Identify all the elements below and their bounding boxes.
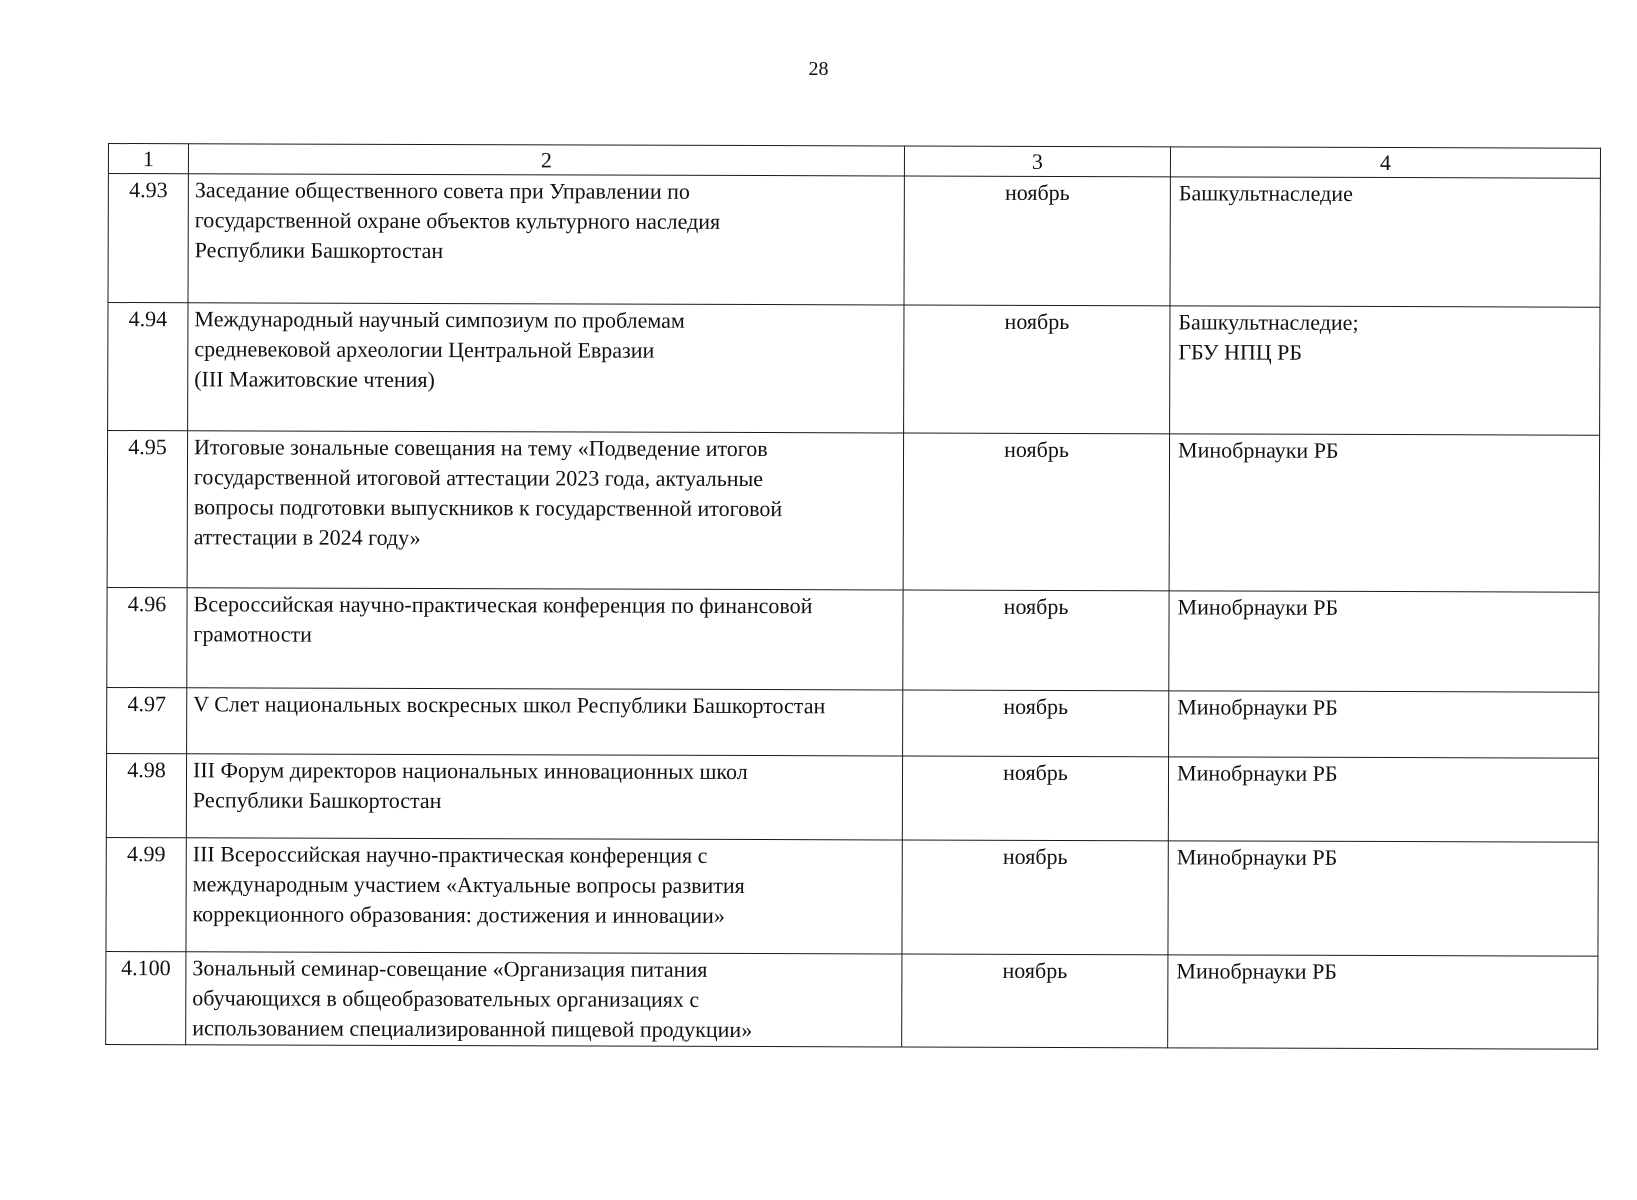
column-header: 3 <box>904 146 1170 177</box>
column-header: 4 <box>1170 147 1600 178</box>
responsible-line: Минобрнауки РБ <box>1177 594 1339 620</box>
table-header-row <box>108 144 1600 179</box>
responsible-cell <box>1168 757 1598 842</box>
column-header: 2 <box>188 144 904 176</box>
row-number: 4.94 <box>108 303 188 431</box>
responsible-line: Минобрнауки РБ <box>1176 958 1338 984</box>
responsible-line: Минобрнауки РБ <box>1176 760 1338 786</box>
event-line: государственной итоговой аттестации 2023 года, актуальные <box>193 464 764 492</box>
event-line: международным участием «Актуальные вопросы развития <box>192 871 745 899</box>
event-line: III Форум директоров национальных инновационных школ <box>192 757 748 785</box>
date-cell: ноябрь <box>902 840 1168 955</box>
page-number: 28 <box>808 58 829 80</box>
events-table <box>105 143 1601 1050</box>
row-number: 4.96 <box>107 587 187 687</box>
column-header: 1 <box>108 144 188 174</box>
table-row <box>107 687 1599 758</box>
responsible-line: ГБУ НПЦ РБ <box>1178 339 1303 365</box>
row-number: 4.98 <box>106 753 186 837</box>
event-line: Республики Башкортостан <box>194 237 444 264</box>
event-line: аттестации в 2024 году» <box>193 524 421 550</box>
table-row <box>108 303 1600 436</box>
event-line: V Слет национальных воскресных школ Республики Башкортостан <box>193 691 826 719</box>
event-line: III Всероссийская научно-практическая конференция с <box>192 841 708 868</box>
responsible-cell <box>1169 434 1599 592</box>
event-cell <box>187 688 903 756</box>
responsible-line: Минобрнауки РБ <box>1177 694 1338 720</box>
event-line: (III Мажитовские чтения) <box>194 366 435 393</box>
responsible-cell <box>1168 841 1598 956</box>
event-line: государственной охране объектов культурного наследия <box>194 207 721 234</box>
event-cell <box>186 952 902 1047</box>
event-line: грамотности <box>193 621 313 647</box>
date-cell: ноябрь <box>902 954 1168 1048</box>
responsible-line: Башкультнаследие; <box>1178 309 1359 335</box>
event-line: обучающихся в общеобразовательных организациях с <box>192 985 700 1012</box>
row-number: 4.99 <box>106 837 186 951</box>
row-number: 4.93 <box>108 174 188 303</box>
event-line: Всероссийская научно-практическая конференция по финансовой <box>193 591 813 619</box>
date-cell: ноябрь <box>902 756 1168 841</box>
table-row <box>108 174 1600 308</box>
event-line: использованием специализированной пищевой продукции» <box>192 1015 753 1043</box>
responsible-line: Минобрнауки РБ <box>1178 437 1339 463</box>
responsible-cell <box>1170 177 1600 307</box>
responsible-cell <box>1170 306 1600 435</box>
event-line: вопросы подготовки выпускников к государственной итоговой <box>193 494 783 522</box>
row-number: 4.100 <box>106 951 186 1044</box>
event-line: коррекционного образования: достижения и инновации» <box>192 901 725 928</box>
table-row <box>107 587 1599 692</box>
date-cell: ноябрь <box>903 690 1169 757</box>
event-cell <box>187 588 903 690</box>
table-row <box>107 431 1599 593</box>
responsible-line: Башкультнаследие <box>1178 180 1353 206</box>
event-cell <box>188 303 904 433</box>
responsible-line: Минобрнауки РБ <box>1176 844 1338 870</box>
event-line: средневековой археологии Центральной Евразии <box>194 336 655 363</box>
table-row <box>106 753 1598 842</box>
event-line: Итоговые зональные совещания на тему «Подведение итогов <box>194 434 768 462</box>
event-line: Международный научный симпозиум по проблемам <box>194 306 685 333</box>
date-cell: ноябрь <box>904 305 1170 434</box>
table-row <box>106 951 1598 1049</box>
row-number: 4.97 <box>107 687 187 753</box>
event-line: Заседание общественного совета при Управлении по <box>194 177 690 204</box>
date-cell: ноябрь <box>903 433 1169 591</box>
date-cell: ноябрь <box>904 176 1170 306</box>
event-cell <box>188 174 904 305</box>
event-cell <box>186 754 902 840</box>
responsible-cell <box>1169 691 1599 758</box>
responsible-cell <box>1169 591 1599 692</box>
row-number: 4.95 <box>107 431 187 588</box>
event-cell <box>187 431 903 590</box>
responsible-cell <box>1168 955 1598 1049</box>
event-line: Зональный семинар-совещание «Организация питания <box>192 955 708 982</box>
date-cell: ноябрь <box>903 590 1169 691</box>
event-cell <box>186 838 902 954</box>
table-row <box>106 837 1598 956</box>
event-line: Республики Башкортостан <box>192 787 442 814</box>
